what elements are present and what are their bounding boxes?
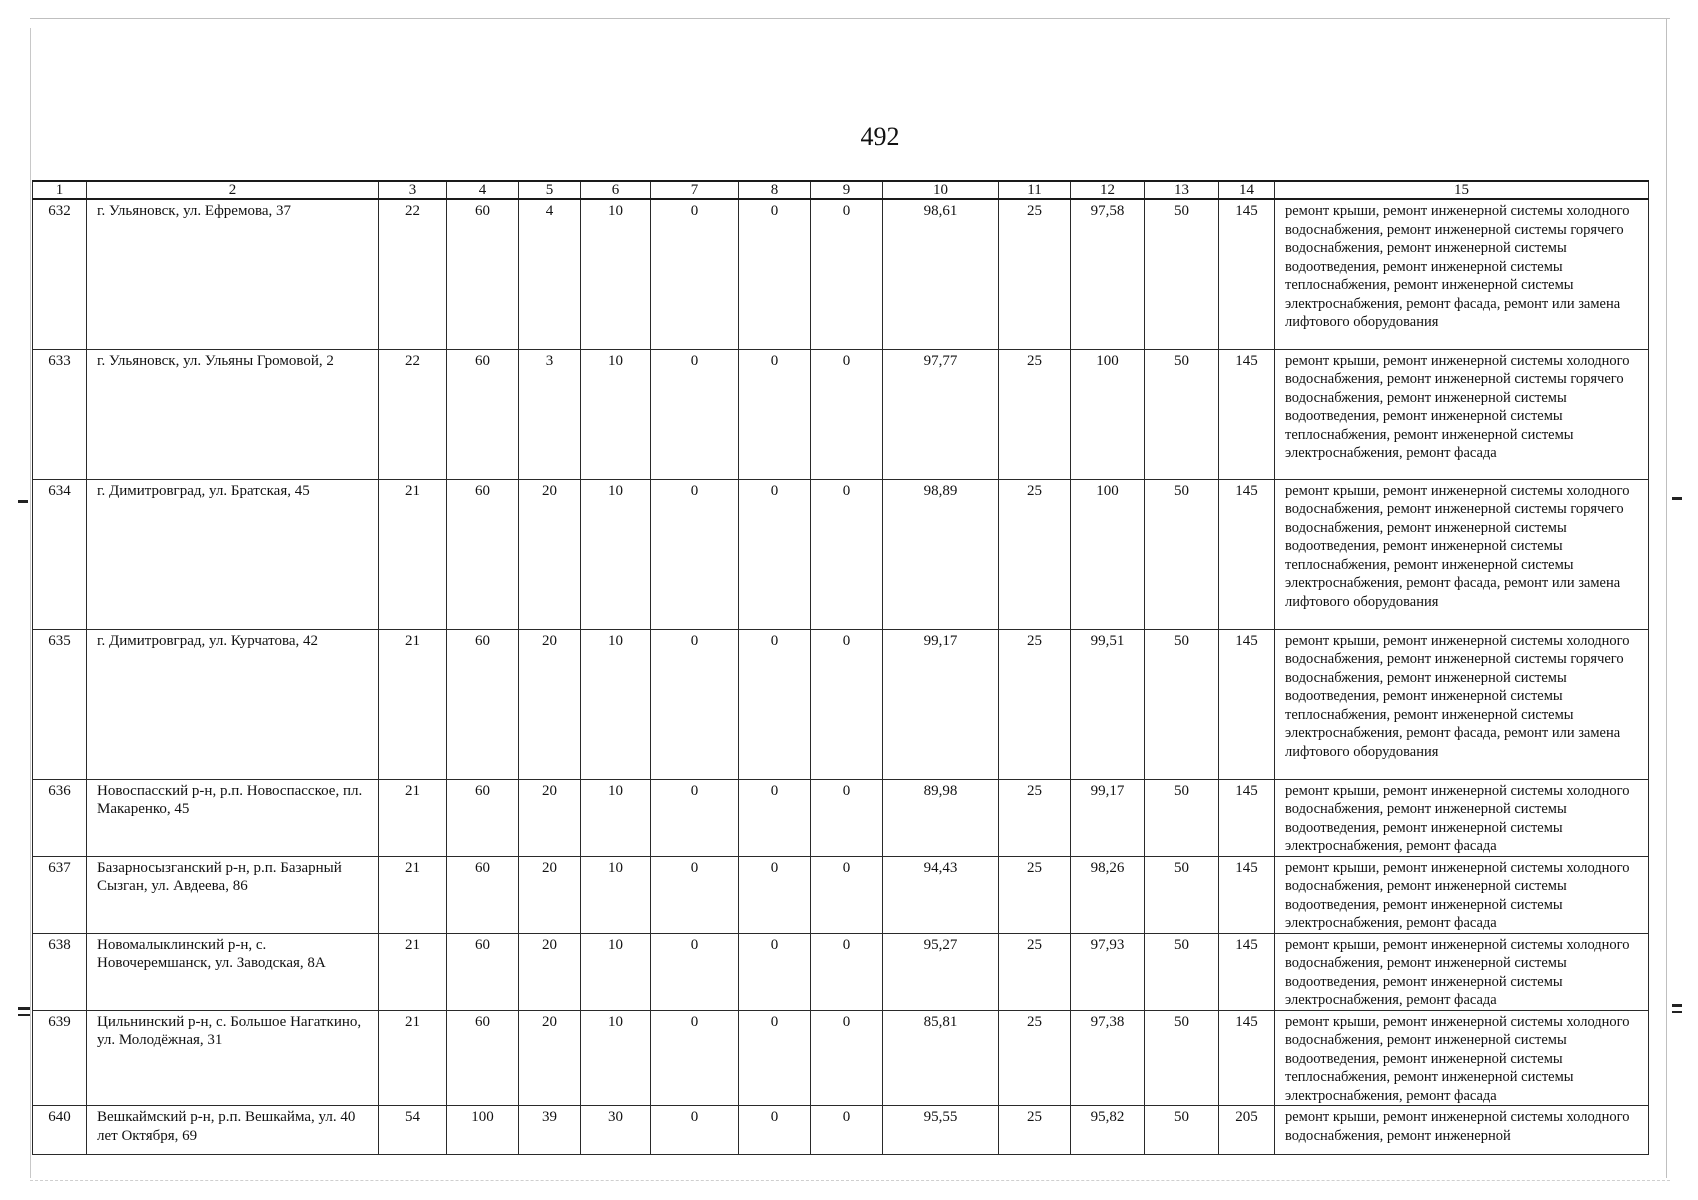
table-cell: 50	[1145, 199, 1219, 349]
table-cell: 25	[999, 199, 1071, 349]
row-number: 634	[33, 479, 87, 629]
table-cell: 25	[999, 856, 1071, 933]
works-list-cell: ремонт крыши, ремонт инженерной системы холодного водоснабжения, ремонт инженерной системы горячего водоснабжения, ремонт инженерной системы водоотведения, ремонт инженерной системы теплоснабжения, ремонт инженерной системы электроснабжения, ремонт фасада, ремонт или замена лифтового оборудования	[1275, 479, 1649, 629]
table-cell: 20	[519, 1010, 581, 1106]
table-cell: 0	[811, 199, 883, 349]
column-header: 6	[581, 181, 651, 199]
address-cell: Цильнинский р-н, с. Большое Нагаткино, ул. Молодёжная, 31	[87, 1010, 379, 1106]
table-cell: 50	[1145, 856, 1219, 933]
table-cell: 25	[999, 349, 1071, 479]
row-number: 640	[33, 1106, 87, 1155]
table-cell: 3	[519, 349, 581, 479]
page-edge-bottom	[30, 1180, 1670, 1181]
scan-mark-right	[1672, 1011, 1682, 1013]
table-cell: 21	[379, 629, 447, 779]
table-body	[33, 181, 1649, 1155]
table-cell: 98,26	[1071, 856, 1145, 933]
table-cell: 205	[1219, 1106, 1275, 1155]
table-cell: 0	[651, 629, 739, 779]
table-cell: 95,55	[883, 1106, 999, 1155]
table-cell: 0	[739, 1010, 811, 1106]
table-cell: 25	[999, 479, 1071, 629]
column-header: 2	[87, 181, 379, 199]
row-number: 637	[33, 856, 87, 933]
table-cell: 0	[811, 349, 883, 479]
table-cell: 22	[379, 349, 447, 479]
scan-mark-left	[18, 1007, 30, 1010]
table-row	[33, 479, 1649, 629]
column-header: 15	[1275, 181, 1649, 199]
works-list-cell: ремонт крыши, ремонт инженерной системы холодного водоснабжения, ремонт инженерной системы горячего водоснабжения, ремонт инженерной системы водоотведения, ремонт инженерной системы теплоснабжения, ремонт инженерной системы электроснабжения, ремонт фасада, ремонт или замена лифтового оборудования	[1275, 629, 1649, 779]
table-cell: 0	[811, 779, 883, 856]
table-cell: 10	[581, 629, 651, 779]
table-cell: 0	[739, 479, 811, 629]
table-cell: 39	[519, 1106, 581, 1155]
table-row	[33, 199, 1649, 349]
table-cell: 0	[739, 199, 811, 349]
table-cell: 97,58	[1071, 199, 1145, 349]
column-header: 12	[1071, 181, 1145, 199]
column-header: 7	[651, 181, 739, 199]
table-cell: 0	[651, 779, 739, 856]
table-row	[33, 1010, 1649, 1106]
table-cell: 10	[581, 199, 651, 349]
page-edge-left	[30, 28, 31, 1178]
table-cell: 0	[651, 199, 739, 349]
table-cell: 50	[1145, 933, 1219, 1010]
column-header: 10	[883, 181, 999, 199]
works-list-cell: ремонт крыши, ремонт инженерной системы холодного водоснабжения, ремонт инженерной системы водоотведения, ремонт инженерной системы электроснабжения, ремонт фасада	[1275, 779, 1649, 856]
table-row	[33, 349, 1649, 479]
table-cell: 10	[581, 1010, 651, 1106]
table-cell: 25	[999, 1106, 1071, 1155]
table-cell: 60	[447, 856, 519, 933]
table-cell: 21	[379, 479, 447, 629]
table-cell: 10	[581, 349, 651, 479]
row-number: 632	[33, 199, 87, 349]
address-cell: Вешкаймский р-н, р.п. Вешкайма, ул. 40 лет Октября, 69	[87, 1106, 379, 1155]
table-cell: 0	[651, 933, 739, 1010]
works-list-cell: ремонт крыши, ремонт инженерной системы холодного водоснабжения, ремонт инженерной системы водоотведения, ремонт инженерной системы электроснабжения, ремонт фасада	[1275, 856, 1649, 933]
address-cell: Новоспасский р-н, р.п. Новоспасское, пл. Макаренко, 45	[87, 779, 379, 856]
table-cell: 20	[519, 933, 581, 1010]
table-cell: 60	[447, 779, 519, 856]
table-cell: 25	[999, 629, 1071, 779]
address-cell: г. Димитровград, ул. Братская, 45	[87, 479, 379, 629]
row-number: 639	[33, 1010, 87, 1106]
table-cell: 98,61	[883, 199, 999, 349]
table-cell: 60	[447, 479, 519, 629]
table-cell: 97,77	[883, 349, 999, 479]
table-row	[33, 933, 1649, 1010]
table-cell: 50	[1145, 779, 1219, 856]
table-cell: 20	[519, 856, 581, 933]
scan-mark-right	[1672, 1004, 1682, 1007]
table-cell: 99,51	[1071, 629, 1145, 779]
works-list-cell: ремонт крыши, ремонт инженерной системы холодного водоснабжения, ремонт инженерной системы горячего водоснабжения, ремонт инженерной системы водоотведения, ремонт инженерной системы теплоснабжения, ремонт инженерной системы электроснабжения, ремонт фасада	[1275, 349, 1649, 479]
table-cell: 25	[999, 779, 1071, 856]
table-cell: 0	[739, 933, 811, 1010]
page-number: 492	[860, 122, 900, 151]
table-cell: 145	[1219, 933, 1275, 1010]
column-header: 1	[33, 181, 87, 199]
table-cell: 145	[1219, 1010, 1275, 1106]
column-header: 9	[811, 181, 883, 199]
table-cell: 60	[447, 629, 519, 779]
table-cell: 99,17	[1071, 779, 1145, 856]
table-cell: 98,89	[883, 479, 999, 629]
page-edge-right	[1666, 18, 1667, 1178]
table-cell: 50	[1145, 629, 1219, 779]
table-cell: 25	[999, 1010, 1071, 1106]
row-number: 633	[33, 349, 87, 479]
table-cell: 97,38	[1071, 1010, 1145, 1106]
table-cell: 10	[581, 779, 651, 856]
table-cell: 20	[519, 479, 581, 629]
table-cell: 0	[739, 349, 811, 479]
table-cell: 0	[811, 1106, 883, 1155]
table-cell: 0	[739, 629, 811, 779]
column-header: 3	[379, 181, 447, 199]
column-header: 8	[739, 181, 811, 199]
table-cell: 21	[379, 779, 447, 856]
table-cell: 100	[447, 1106, 519, 1155]
table-cell: 20	[519, 629, 581, 779]
table-cell: 145	[1219, 856, 1275, 933]
table-row	[33, 856, 1649, 933]
column-header: 4	[447, 181, 519, 199]
works-list-cell: ремонт крыши, ремонт инженерной системы холодного водоснабжения, ремонт инженерной	[1275, 1106, 1649, 1155]
page-edge-top	[30, 18, 1670, 19]
table-cell: 0	[811, 1010, 883, 1106]
table-cell: 10	[581, 479, 651, 629]
table-cell: 0	[811, 856, 883, 933]
row-number: 636	[33, 779, 87, 856]
table-cell: 95,27	[883, 933, 999, 1010]
table-row	[33, 629, 1649, 779]
column-header: 14	[1219, 181, 1275, 199]
table-cell: 60	[447, 349, 519, 479]
table-cell: 20	[519, 779, 581, 856]
table-cell: 25	[999, 933, 1071, 1010]
table-cell: 0	[739, 856, 811, 933]
table-cell: 0	[739, 1106, 811, 1155]
table-cell: 145	[1219, 199, 1275, 349]
table-cell: 0	[811, 629, 883, 779]
table-cell: 145	[1219, 479, 1275, 629]
column-header: 11	[999, 181, 1071, 199]
table-cell: 145	[1219, 349, 1275, 479]
table-cell: 100	[1071, 349, 1145, 479]
scan-mark-right	[1672, 497, 1682, 500]
works-table	[32, 180, 1649, 1155]
table-cell: 100	[1071, 479, 1145, 629]
column-header-row	[33, 181, 1649, 199]
table-cell: 60	[447, 933, 519, 1010]
table-cell: 60	[447, 199, 519, 349]
table-cell: 60	[447, 1010, 519, 1106]
address-cell: Базарносызганский р-н, р.п. Базарный Сызган, ул. Авдеева, 86	[87, 856, 379, 933]
table-cell: 89,98	[883, 779, 999, 856]
table-cell: 97,93	[1071, 933, 1145, 1010]
table-cell: 21	[379, 1010, 447, 1106]
table-cell: 50	[1145, 1010, 1219, 1106]
table-cell: 0	[811, 479, 883, 629]
table-cell: 0	[811, 933, 883, 1010]
table-cell: 21	[379, 856, 447, 933]
address-cell: г. Ульяновск, ул. Ульяны Громовой, 2	[87, 349, 379, 479]
table-cell: 0	[651, 479, 739, 629]
table-cell: 0	[651, 1106, 739, 1155]
table-cell: 50	[1145, 1106, 1219, 1155]
table-cell: 30	[581, 1106, 651, 1155]
table-cell: 0	[739, 779, 811, 856]
table-cell: 10	[581, 856, 651, 933]
table-cell: 21	[379, 933, 447, 1010]
table-cell: 22	[379, 199, 447, 349]
table-cell: 145	[1219, 629, 1275, 779]
table-cell: 0	[651, 856, 739, 933]
works-list-cell: ремонт крыши, ремонт инженерной системы холодного водоснабжения, ремонт инженерной системы водоотведения, ремонт инженерной системы теплоснабжения, ремонт инженерной системы электроснабжения, ремонт фасада	[1275, 1010, 1649, 1106]
table-cell: 145	[1219, 779, 1275, 856]
scan-mark-left	[18, 1014, 30, 1016]
table-cell: 50	[1145, 479, 1219, 629]
table-cell: 95,82	[1071, 1106, 1145, 1155]
column-header: 13	[1145, 181, 1219, 199]
table-row	[33, 1106, 1649, 1155]
table-cell: 10	[581, 933, 651, 1010]
table-row	[33, 779, 1649, 856]
works-list-cell: ремонт крыши, ремонт инженерной системы холодного водоснабжения, ремонт инженерной системы водоотведения, ремонт инженерной системы электроснабжения, ремонт фасада	[1275, 933, 1649, 1010]
table-cell: 4	[519, 199, 581, 349]
table-cell: 54	[379, 1106, 447, 1155]
table-cell: 99,17	[883, 629, 999, 779]
row-number: 635	[33, 629, 87, 779]
column-header: 5	[519, 181, 581, 199]
row-number: 638	[33, 933, 87, 1010]
table-cell: 94,43	[883, 856, 999, 933]
address-cell: г. Ульяновск, ул. Ефремова, 37	[87, 199, 379, 349]
address-cell: г. Димитровград, ул. Курчатова, 42	[87, 629, 379, 779]
scan-mark-left	[18, 500, 28, 503]
address-cell: Новомалыклинский р-н, с. Новочеремшанск, ул. Заводская, 8А	[87, 933, 379, 1010]
table-cell: 50	[1145, 349, 1219, 479]
table-cell: 0	[651, 1010, 739, 1106]
works-list-cell: ремонт крыши, ремонт инженерной системы холодного водоснабжения, ремонт инженерной системы горячего водоснабжения, ремонт инженерной системы водоотведения, ремонт инженерной системы теплоснабжения, ремонт инженерной системы электроснабжения, ремонт фасада, ремонт или замена лифтового оборудования	[1275, 199, 1649, 349]
table-cell: 0	[651, 349, 739, 479]
table-cell: 85,81	[883, 1010, 999, 1106]
